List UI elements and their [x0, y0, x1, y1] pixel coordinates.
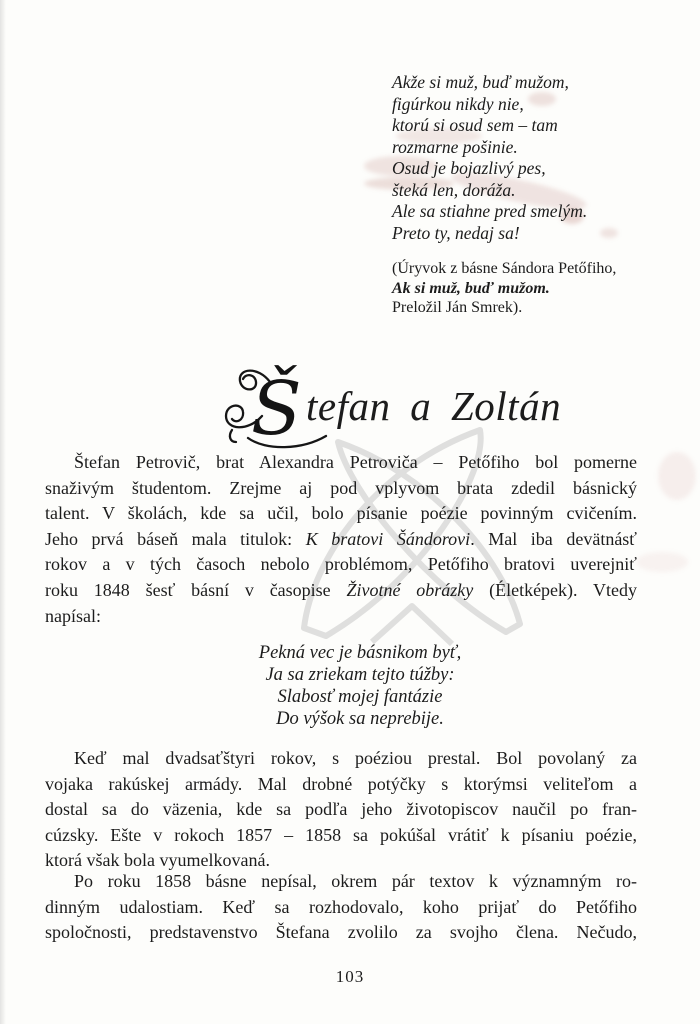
text-line: roku 1848 šesť básní v časopise Životné obrázky (Életképek). Vtedy [45, 579, 638, 600]
paragraph [45, 869, 637, 946]
poem-line: Osud je bojazlivý pes, [392, 158, 546, 178]
text-line: spoločnosti, predstavenstvo Štefana zvolilo za svojho člena. Nečudo, [45, 922, 637, 943]
poem-line: Ale sa stiahne pred smelým. [392, 201, 588, 221]
text-line: napísal: [45, 605, 101, 626]
poem-line: Do výšok sa neprebije. [276, 709, 444, 729]
scan-edge-shadow [0, 0, 6, 1024]
poem-line: figúrkou nikdy nie, [392, 93, 524, 114]
foxing-stain [600, 228, 618, 238]
epigraph-poem [392, 72, 587, 244]
initial-letter: Š [251, 366, 302, 452]
poem-line: šteká len, doráža. [392, 179, 516, 200]
text-line: ktorá však bola vyumelkovaná. [45, 850, 270, 871]
text-line: cúzsky. Ešte v rokoch 1857 – 1858 sa pokúšal vrátiť k písaniu poézie, [45, 824, 637, 845]
attribution-line: Preložil Ján Smrek). [392, 299, 523, 316]
poem-line: Pekná vec je básnikom byť, [258, 643, 462, 663]
poem-line: rozmarne pošinie. [392, 136, 518, 157]
text-line: Keď mal dvadsaťštyri rokov, s poéziou prestal. Bol povolaný za [74, 748, 637, 768]
poem-line: ktorú si osud sem – tam [392, 115, 558, 135]
foxing-stain [658, 452, 696, 500]
chapter-title: tefan a Zoltán [306, 383, 562, 429]
poem-line: Akže si muž, buď mužom, [392, 72, 569, 92]
attribution-title: Ak si muž, buď mužom. [392, 279, 550, 297]
foxing-stain [636, 552, 688, 572]
text-line: dostal sa do väzenia, kde sa podľa jeho životopiscov naučil po fran- [45, 799, 637, 820]
text-line: Jeho prvá báseň mala titulok: K bratovi Šándorovi. Mal iba devätnásť [45, 528, 638, 549]
paragraph [45, 746, 637, 874]
poem-line: Ja sa zriekam tejto túžby: [265, 665, 455, 685]
page-number: 103 [335, 967, 365, 986]
text-line: vojaka rakúskej armády. Mal drobné potýčky s ktorýmsi veliteľom a [45, 773, 637, 794]
text-line: talent. V školách, kde sa učil, bolo písanie poézie povinným cvičením. [45, 503, 637, 524]
text-line: rokov a v tých časoch nebolo problémom, Petőfiho bratovi uverejniť [45, 554, 637, 575]
paragraph [45, 450, 637, 629]
quoted-poem [110, 642, 610, 730]
poem-line: Preto ty, nedaj sa! [392, 222, 520, 243]
epigraph-attribution [392, 259, 616, 318]
text-line: snaživým študentom. Zrejme aj pod vplyvom brata zdedil básnický [45, 477, 637, 498]
text-line: Po roku 1858 básne nepísal, okrem pár textov k významným ro- [74, 871, 637, 891]
text-line: dinným udalostiam. Keď sa rozhodovalo, koho prijať do Petőfiho [45, 896, 637, 917]
poem-line: Slabosť mojej fantázie [277, 687, 443, 707]
text-line: Štefan Petrovič, brat Alexandra Petroviča – Petőfiho bol pomerne [74, 452, 637, 472]
attribution-line: (Úryvok z básne Sándora Petőfiho, [392, 260, 617, 277]
